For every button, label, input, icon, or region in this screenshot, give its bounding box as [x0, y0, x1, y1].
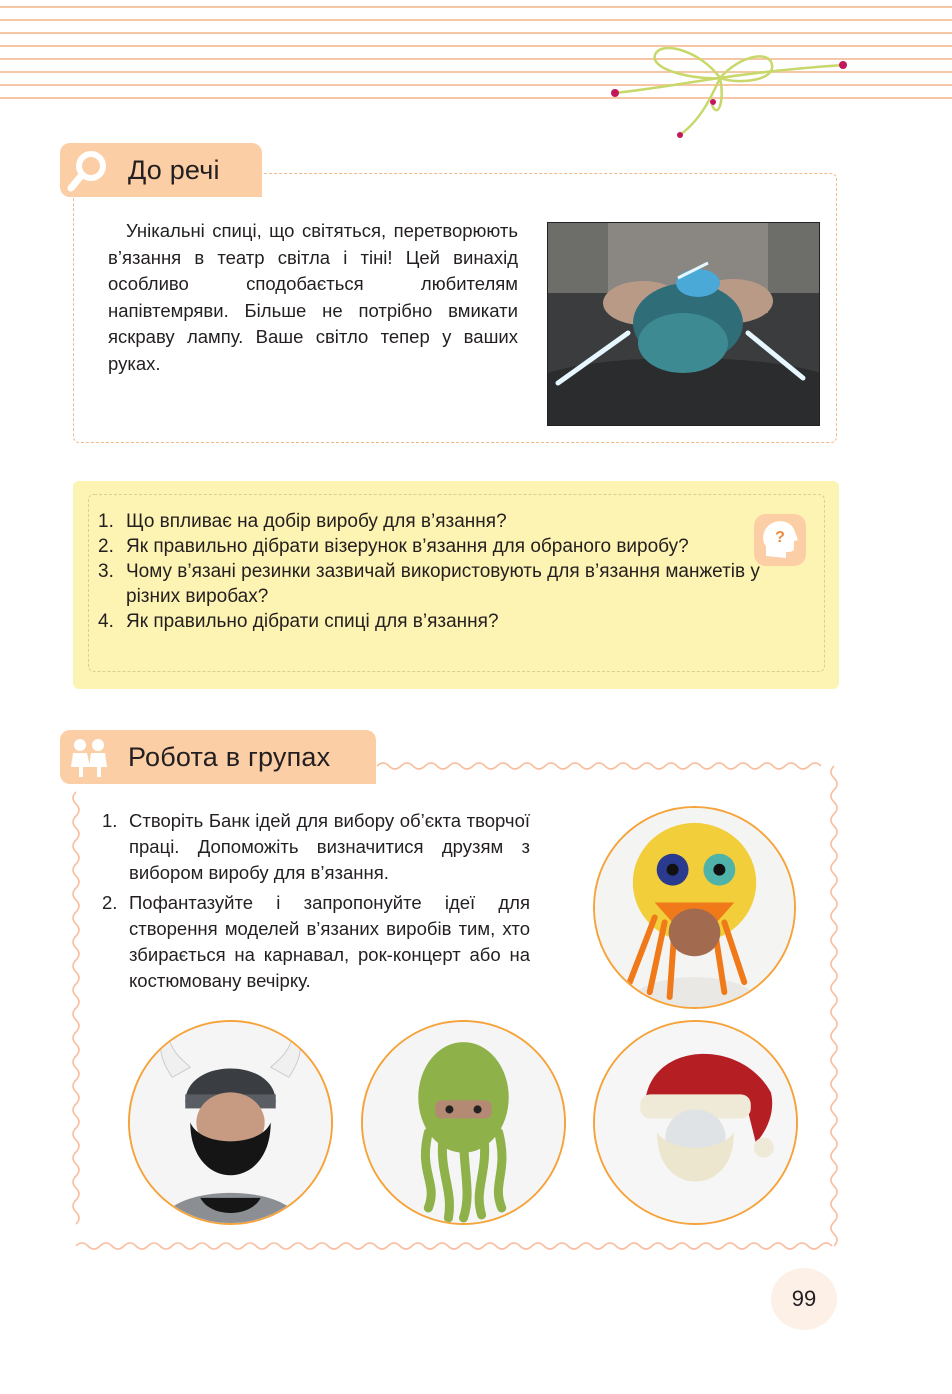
- magnifier-icon: [62, 143, 116, 197]
- owl-mask-photo: [593, 806, 796, 1009]
- question-item: 3. Чому в’язані резинки зазвичай використовують для в’язання манжетів у різних виробах?: [98, 561, 760, 607]
- glowing-needles-photo: [547, 222, 820, 426]
- group-work-item: 2. Пофантазуйте і запропонуйте ідеї для створення моделей в’язаних виробів тим, хто збирається на карнавал, рок-концерт або на костюмовану вечірку.: [102, 892, 530, 991]
- fact-tab: [60, 143, 262, 197]
- ribbon-bow-icon: [600, 30, 860, 150]
- group-work-item: 1. Створіть Банк ідей для вибору об’єкта творчої праці. Допоможіть визначитися друзям з вибором виробу для в’язання.: [102, 810, 530, 883]
- fact-title: До речі: [128, 154, 220, 185]
- santa-hat-photo: [593, 1020, 798, 1225]
- fact-text: Унікальні спиці, що світяться, перетворюють в’язання в театр світла і тіні! Цей винахід особливо сподобається любителям напівтемряви. Більше не потрібно вмикати яскраву лампу. Ваше світло тепер у ваших руках.: [108, 220, 518, 374]
- viking-beard-hat-photo: [128, 1020, 333, 1225]
- questions-list: [98, 509, 806, 634]
- question-item: 4. Як правильно дібрати спиці для в’язання?: [98, 611, 499, 632]
- svg-text:?: ?: [775, 529, 785, 546]
- two-kids-icon: [62, 730, 116, 784]
- page-number: 99: [771, 1268, 837, 1330]
- group-work-title: Робота в групах: [128, 741, 331, 772]
- group-work-list: [102, 808, 530, 998]
- question-item: 1. Що впливає на добір виробу для в’язання?: [98, 511, 507, 532]
- question-item: 2. Як правильно дібрати візерунок в’язання для обраного виробу?: [98, 536, 689, 557]
- octopus-mask-photo: [361, 1020, 566, 1225]
- group-work-tab: [60, 730, 376, 784]
- question-head-icon: [752, 512, 808, 568]
